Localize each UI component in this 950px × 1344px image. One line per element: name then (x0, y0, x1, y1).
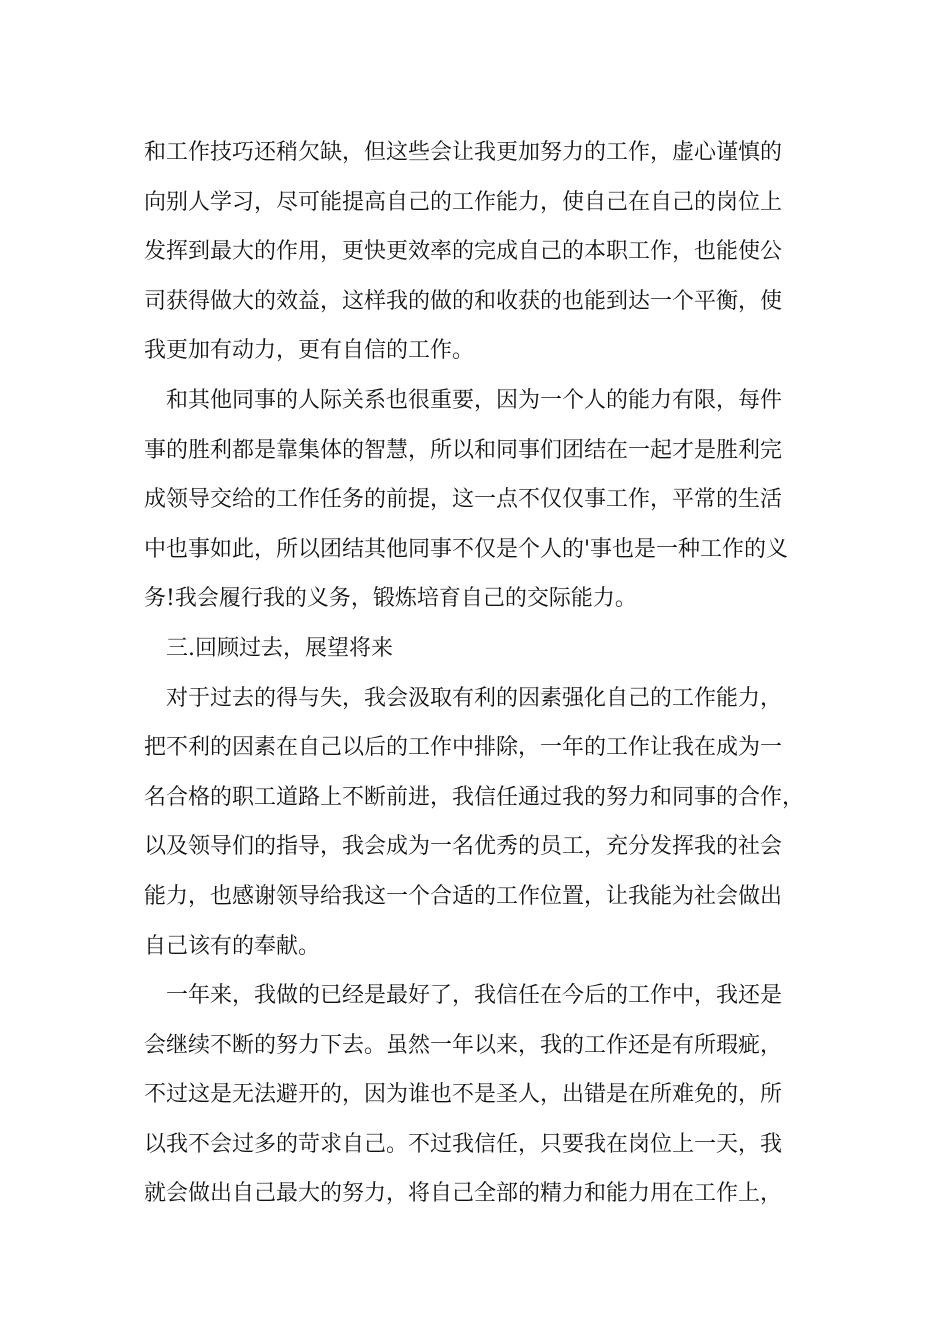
text-line: 以我不会过多的苛求自己。不过我信任，只要我在岗位上一天，我 (144, 1131, 783, 1157)
text-line: 成领导交给的工作任务的前提，这一点不仅仅事工作，平常的生活 (144, 487, 783, 513)
text-line: 发挥到最大的作用，更快更效率的完成自己的本职工作，也能使公 (144, 239, 783, 265)
text-line: 会继续不断的努力下去。虽然一年以来，我的工作还是有所瑕疵， (144, 1032, 783, 1058)
document-body (144, 128, 824, 1219)
text-line: 务!我会履行我的义务，锻炼培育自己的交际能力。 (144, 586, 637, 612)
text-line: 不过这是无法避开的，因为谁也不是圣人，出错是在所难免的，所 (144, 1082, 783, 1108)
text-line: 司获得做大的效益，这样我的做的和收获的也能到达一个平衡，使 (144, 288, 783, 314)
text-line: 和工作技巧还稍欠缺，但这些会让我更加努力的工作，虚心谨慎的 (144, 140, 783, 165)
text-line: 把不利的因素在自己以后的工作中排除，一年的工作让我在成为一 (144, 735, 783, 761)
text-line: 向别人学习，尽可能提高自己的工作能力，使自己在自己的岗位上 (144, 189, 783, 215)
paragraph-start-line: 对于过去的得与失，我会汲取有利的因素强化自己的工作能力， (166, 685, 783, 711)
paragraph-start-line: 和其他同事的人际关系也很重要，因为一个人的能力有限，每件 (166, 387, 783, 413)
section-heading: 三.回顾过去，展望将来 (166, 635, 393, 661)
paragraph-start-line: 一年来，我做的已经是最好了，我信任在今后的工作中，我还是 (166, 983, 783, 1009)
text-line: 中也事如此，所以团结其他同事不仅是个人的'事也是一种工作的义 (144, 536, 789, 562)
text-line: 事的胜利都是靠集体的智慧，所以和同事们团结在一起才是胜利完 (144, 437, 783, 463)
text-line: 能力，也感谢领导给我这一个合适的工作位置，让我能为社会做出 (144, 883, 783, 909)
text-line: 自己该有的奉献。 (144, 933, 321, 959)
text-line: 以及领导们的指导，我会成为一名优秀的员工，充分发挥我的社会 (144, 834, 783, 860)
text-line: 就会做出自己最大的努力，将自己全部的精力和能力用在工作上， (144, 1181, 783, 1207)
text-line: 我更加有动力，更有自信的工作。 (144, 338, 475, 364)
text-line: 名合格的职工道路上不断前进，我信任通过我的努力和同事的合作， (144, 784, 805, 810)
